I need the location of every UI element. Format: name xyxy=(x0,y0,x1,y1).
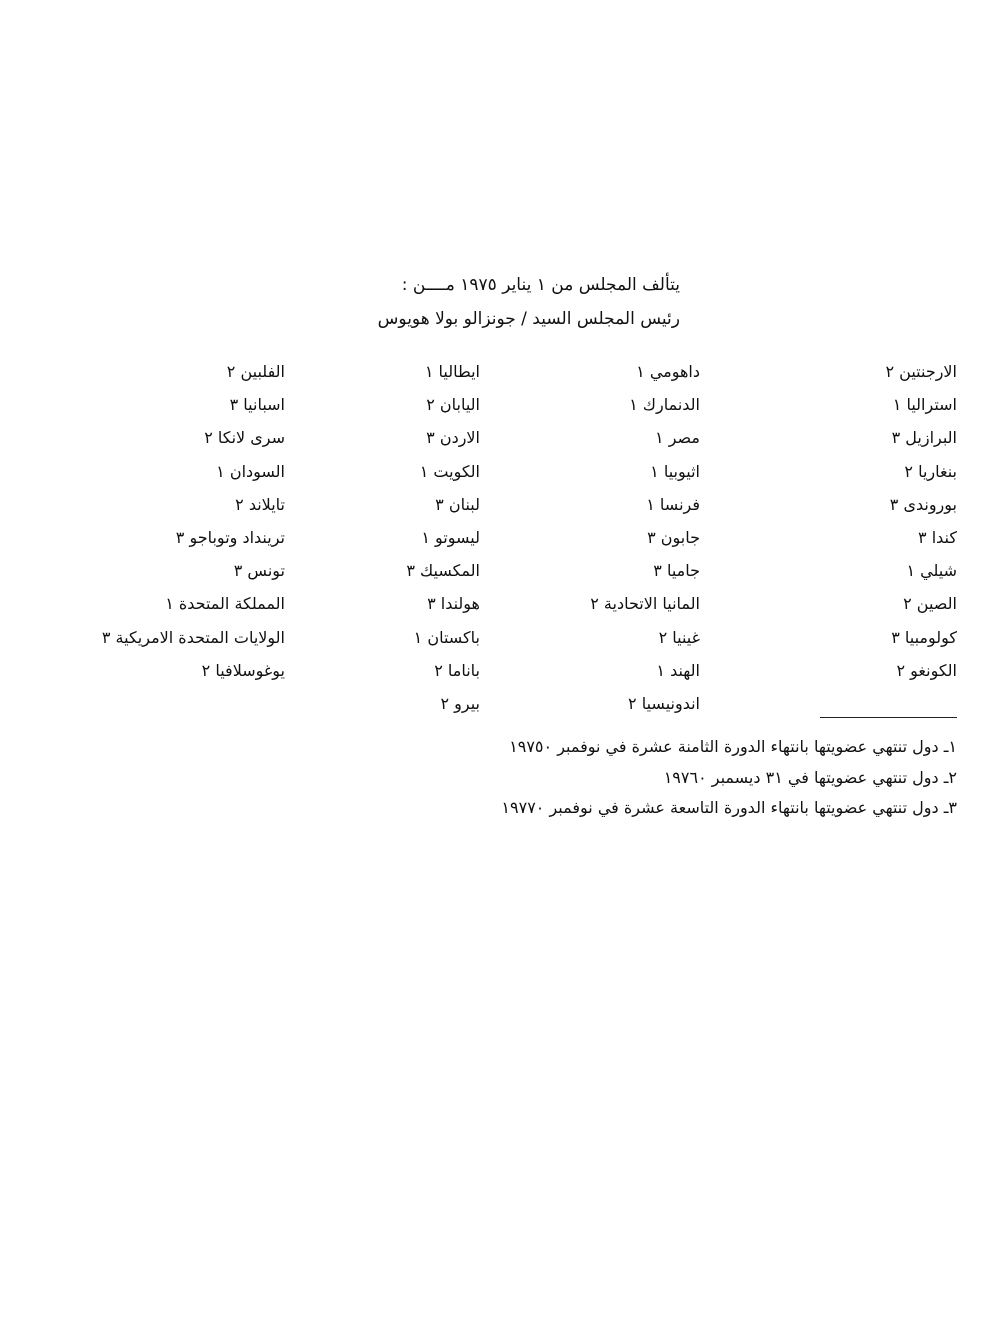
footnote-divider xyxy=(820,717,957,718)
footnote-3: ٣ـ دول تنتهي عضويتها بانتهاء الدورة التاسعة عشرة في نوفمبر ١٩٧٧٠ xyxy=(501,798,957,817)
member-entry: باكستان ١ xyxy=(413,627,480,647)
member-entry: الدنمارك ١ xyxy=(629,395,700,415)
member-entry: سرى لانكا ٢ xyxy=(204,428,285,448)
member-entry: يوغوسلافيا ٢ xyxy=(201,660,285,680)
member-entry: اندونيسيا ٢ xyxy=(628,693,700,713)
member-entry: الاردن ٣ xyxy=(426,428,480,448)
member-entry: الارجنتين ٢ xyxy=(885,362,957,381)
member-column-3 xyxy=(280,359,480,724)
member-entry: الكونغو ٢ xyxy=(896,660,957,680)
member-entry: تايلاند ٢ xyxy=(235,494,285,514)
member-entry: كولومبيا ٣ xyxy=(891,627,957,647)
footnote-2: ٢ـ دول تنتهي عضويتها في ٣١ ديسمبر ١٩٧٦٠ xyxy=(663,767,957,787)
member-entry: الولايات المتحدة الامريكية ٣ xyxy=(101,627,285,647)
member-entry: استراليا ١ xyxy=(892,395,957,415)
member-entry: باناما ٢ xyxy=(434,660,480,680)
member-entry: بنغاريا ٢ xyxy=(904,461,957,481)
member-entry: المانيا الاتحادية ٢ xyxy=(590,594,700,614)
member-entry: الفلبين ٢ xyxy=(226,362,285,381)
member-entry: مصر ١ xyxy=(655,428,700,448)
member-entry: اليابان ٢ xyxy=(426,395,480,415)
member-entry: جابون ٣ xyxy=(647,527,700,547)
member-entry: هولندا ٣ xyxy=(427,594,480,614)
member-entry: جاميا ٣ xyxy=(653,561,700,581)
member-entry: داهومي ١ xyxy=(636,362,700,381)
member-entry: فرنسا ١ xyxy=(646,494,700,514)
member-entry: ليسوتو ١ xyxy=(421,527,480,547)
member-column-4 xyxy=(5,359,285,691)
member-entry: اثيوبيا ١ xyxy=(650,461,700,481)
member-entry: السودان ١ xyxy=(216,461,285,481)
member-entry: بيرو ٢ xyxy=(440,693,480,713)
member-entry: الصين ٢ xyxy=(903,594,957,614)
document-heading xyxy=(180,268,680,336)
member-column-2 xyxy=(500,359,700,724)
member-entry: شيلي ١ xyxy=(906,561,957,581)
member-entry: المكسيك ٣ xyxy=(406,561,480,581)
member-entry: ايطاليا ١ xyxy=(424,362,480,381)
member-entry: المملكة المتحدة ١ xyxy=(165,594,285,614)
member-entry: كندا ٣ xyxy=(918,527,957,547)
member-entry: الهند ١ xyxy=(656,660,700,680)
member-entry: ترينداد وتوباجو ٣ xyxy=(175,527,285,547)
member-column-1 xyxy=(757,359,957,691)
footnote-1: ١ـ دول تنتهي عضويتها بانتهاء الدورة الثامنة عشرة في نوفمبر ١٩٧٥٠ xyxy=(509,737,957,756)
member-entry: لبنان ٣ xyxy=(435,494,480,514)
member-entry: البرازيل ٣ xyxy=(891,428,957,448)
footnotes xyxy=(397,734,957,826)
member-entry: بوروندى ٣ xyxy=(889,494,957,514)
member-entry: اسبانيا ٣ xyxy=(229,395,285,415)
member-entry: الكويت ١ xyxy=(419,461,480,481)
member-entry: تونس ٣ xyxy=(233,561,285,581)
heading-line-president: رئيس المجلس السيد / جونزالو بولا هويوس xyxy=(377,309,680,329)
member-entry: غينيا ٢ xyxy=(658,627,700,647)
heading-line-composition: يتألف المجلس من ١ يناير ١٩٧٥ مــــن : xyxy=(401,275,680,295)
